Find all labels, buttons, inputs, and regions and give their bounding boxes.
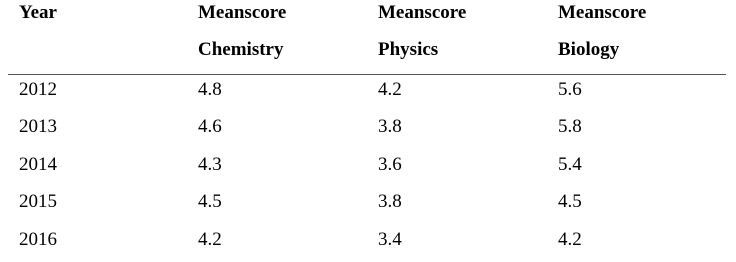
cell-chemistry: 4.5 bbox=[198, 191, 222, 212]
cell-biology: 4.2 bbox=[558, 229, 582, 250]
cell-physics: 3.8 bbox=[378, 191, 402, 212]
cell-biology: 5.4 bbox=[558, 154, 582, 175]
cell-year: 2012 bbox=[19, 79, 57, 100]
cell-physics: 4.2 bbox=[378, 79, 402, 100]
cell-year: 2013 bbox=[19, 116, 57, 137]
header-biology-line2: Biology bbox=[558, 39, 620, 60]
cell-year: 2016 bbox=[19, 229, 57, 250]
cell-physics: 3.4 bbox=[378, 229, 402, 250]
header-year: Year bbox=[19, 2, 57, 23]
cell-year: 2014 bbox=[19, 154, 57, 175]
cell-year: 2015 bbox=[19, 191, 57, 212]
header-chemistry-line1: Meanscore bbox=[198, 2, 287, 23]
cell-chemistry: 4.2 bbox=[198, 229, 222, 250]
header-chemistry-line2: Chemistry bbox=[198, 39, 284, 60]
cell-chemistry: 4.3 bbox=[198, 154, 222, 175]
cell-biology: 4.5 bbox=[558, 191, 582, 212]
cell-physics: 3.6 bbox=[378, 154, 402, 175]
header-divider bbox=[8, 74, 726, 75]
cell-biology: 5.6 bbox=[558, 79, 582, 100]
header-biology-line1: Meanscore bbox=[558, 2, 647, 23]
cell-biology: 5.8 bbox=[558, 116, 582, 137]
cell-chemistry: 4.6 bbox=[198, 116, 222, 137]
header-physics-line1: Meanscore bbox=[378, 2, 467, 23]
cell-physics: 3.8 bbox=[378, 116, 402, 137]
header-physics-line2: Physics bbox=[378, 39, 439, 60]
cell-chemistry: 4.8 bbox=[198, 79, 222, 100]
